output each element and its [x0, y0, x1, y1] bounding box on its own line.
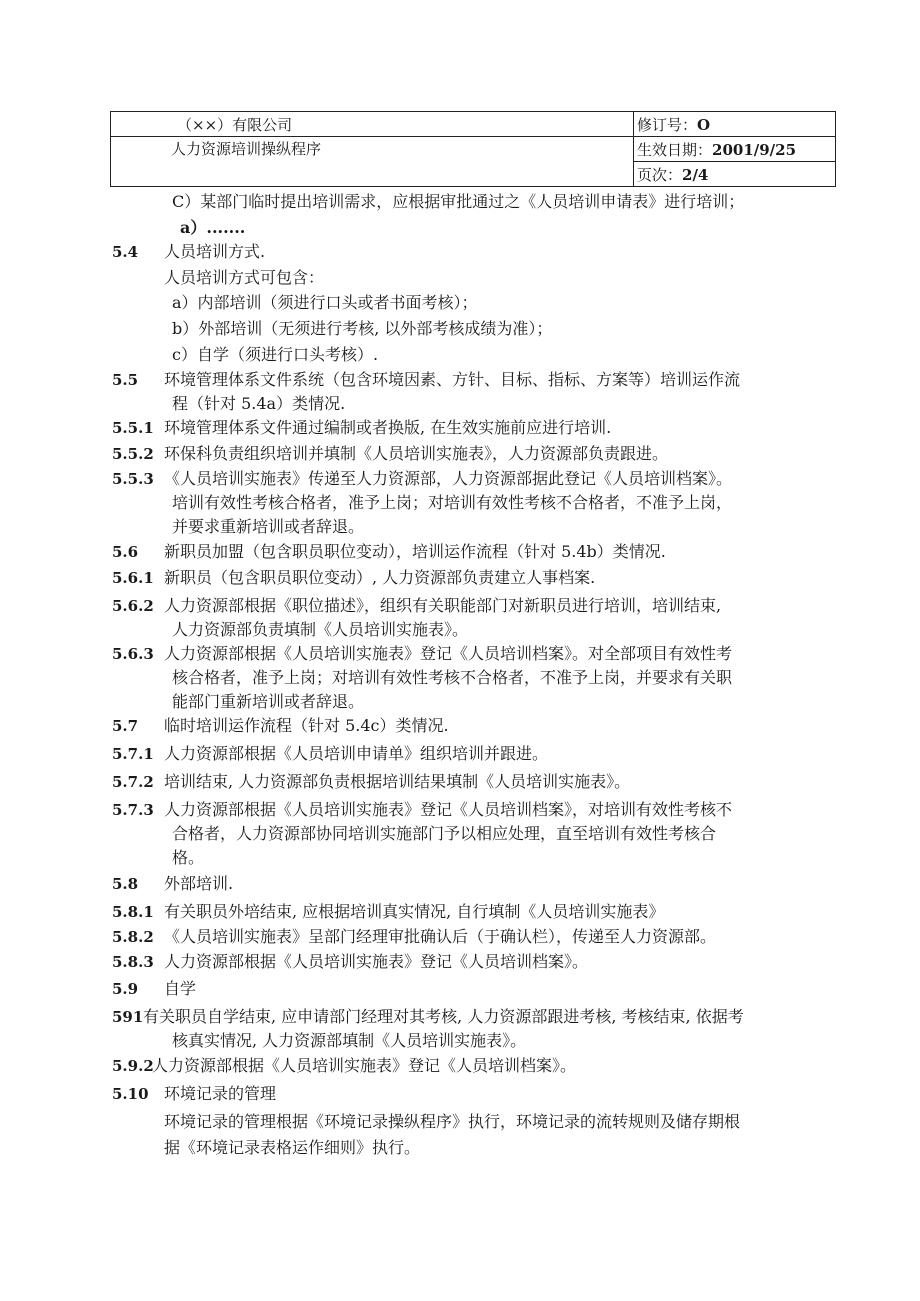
section-heading: 环境管理体系文件系统（包含环境因素、方针、目标、指标、方案等）培训运作流 — [164, 370, 741, 389]
body-line: 环保科负责组织培训并填制《人员培训实施表》，人力资源部负责跟进。 — [164, 444, 669, 463]
body-line: 环境管理体系文件通过编制或者换版, 在生效实施前应进行培训. — [164, 418, 612, 437]
page-number-cell — [634, 162, 836, 187]
revision-cell — [634, 112, 836, 137]
body-line: 格。 — [172, 848, 205, 867]
body-line: 人力资源部根据《人员培训实施表》登记《人员培训档案》，对培训有效性考核不 — [164, 800, 733, 819]
section-number: 5.6.2 — [112, 597, 154, 615]
section-number: 5.6 — [112, 543, 139, 561]
section-number: 5.4 — [112, 243, 139, 261]
section-number: 5.5.1 — [112, 419, 154, 437]
list-item: a）内部培训（须进行口头或者书面考核）； — [172, 293, 478, 312]
list-item: c）自学（须进行口头考核）. — [172, 345, 379, 364]
body-line: 核真实情况, 人力资源部填制《人员培训实施表》。 — [172, 1031, 527, 1050]
section-number: 5.7.3 — [112, 801, 154, 819]
effective-date-cell — [634, 137, 836, 162]
body-line: a）....... — [180, 218, 246, 237]
section-number: 5.8.1 — [112, 903, 154, 921]
body-line: C）某部门临时提出培训需求，应根据审批通过之《人员培训申请表》进行培训； — [172, 192, 745, 211]
effective-date-label: 生效日期： — [637, 140, 713, 159]
body-line: 人员培训方式可包含： — [164, 268, 325, 287]
body-line: 环境记录的管理根据《环境记录操纵程序》执行，环境记录的流转规则及储存期根 — [164, 1112, 741, 1131]
section-number: 5.5.2 — [112, 445, 154, 463]
section-heading: 外部培训. — [164, 874, 234, 893]
body-line: 《人员培训实施表》呈部门经理审批确认后（于确认栏），传递至人力资源部。 — [164, 927, 717, 946]
section-number: 5.5 — [112, 371, 139, 389]
body-line: 核合格者，准予上岗；对培训有效性考核不合格者，不准予上岗，并要求有关职 — [172, 668, 733, 687]
section-number: 5.8.3 — [112, 953, 154, 971]
body-line: 能部门重新培训或者辞退。 — [172, 692, 365, 711]
revision-value: O — [697, 115, 711, 134]
section-number: 5.6.3 — [112, 645, 154, 663]
body-line: 培训结束, 人力资源部负责根据培训结果填制《人员培训实施表》。 — [164, 772, 631, 791]
section-number: 5.8.2 — [112, 928, 154, 946]
body-line: 程（针对 5.4a）类情况. — [172, 394, 346, 413]
section-number: 5.7.1 — [112, 745, 154, 763]
section-number: 5.5.3 — [112, 470, 154, 488]
section-number: 591 — [112, 1008, 144, 1026]
list-item: b）外部培训（无须进行考核, 以外部考核成绩为准）； — [172, 319, 553, 338]
section-heading: 自学 — [164, 979, 197, 998]
section-number: 5.9 — [112, 980, 139, 998]
body-line: 有关职员外培结束, 应根据培训真实情况, 自行填制《人员培训实施表》 — [164, 902, 665, 921]
section-number: 5.7 — [112, 717, 139, 735]
procedure-title: 人力资源培训操纵程序 — [111, 137, 634, 187]
body-line: 有关职员自学结束, 应申请部门经理对其考核, 人力资源部跟进考核, 考核结束, 依据考 — [143, 1007, 744, 1026]
body-line: 并要求重新培训或者辞退。 — [172, 517, 365, 536]
section-heading: 环境记录的管理 — [164, 1084, 277, 1103]
section-heading: 人员培训方式. — [164, 242, 266, 261]
body-line: 人力资源部负责填制《人员培训实施表》。 — [172, 620, 469, 639]
page-value: 2/4 — [682, 165, 709, 184]
body-line: 据《环境记录表格运作细则》执行。 — [164, 1138, 421, 1157]
page-label: 页次： — [637, 165, 683, 184]
body-line: 新职员（包含职员职位变动）, 人力资源部负责建立人事档案. — [164, 568, 596, 587]
body-line: 人力资源部根据《人员培训申请单》组织培训并跟进。 — [164, 744, 549, 763]
section-number: 5.6.1 — [112, 569, 154, 587]
section-heading: 新职员加盟（包含职员职位变动），培训运作流程（针对 5.4b）类情况. — [164, 542, 666, 561]
body-line: 培训有效性考核合格者，准予上岗；对培训有效性考核不合格者，不准予上岗， — [172, 493, 733, 512]
company-name: （××）有限公司 — [111, 112, 634, 137]
body-line: 《人员培训实施表》传递至人力资源部，人力资源部据此登记《人员培训档案》。 — [164, 469, 733, 488]
body-line: 合格者，人力资源部协同培训实施部门予以相应处理，直至培训有效性考核合 — [172, 824, 717, 843]
section-number: 5.8 — [112, 875, 139, 893]
effective-date-value: 2001/9/25 — [712, 140, 797, 159]
body-line: 人力资源部根据《人员培训实施表》登记《人员培训档案》。 — [164, 952, 589, 971]
section-heading: 临时培训运作流程（针对 5.4c）类情况. — [164, 716, 449, 735]
section-number: 5.10 — [112, 1085, 149, 1103]
body-line: 人力资源部根据《人员培训实施表》登记《人员培训档案》。 — [152, 1056, 577, 1075]
revision-label: 修订号： — [637, 115, 698, 134]
body-line: 人力资源部根据《人员培训实施表》登记《人员培训档案》。对全部项目有效性考 — [164, 644, 733, 663]
document-header-table — [110, 111, 836, 187]
section-number: 5.7.2 — [112, 773, 154, 791]
body-line: 人力资源部根据《职位描述》，组织有关职能部门对新职员进行培训，培训结束, — [164, 596, 722, 615]
section-number: 5.9.2 — [112, 1057, 154, 1075]
